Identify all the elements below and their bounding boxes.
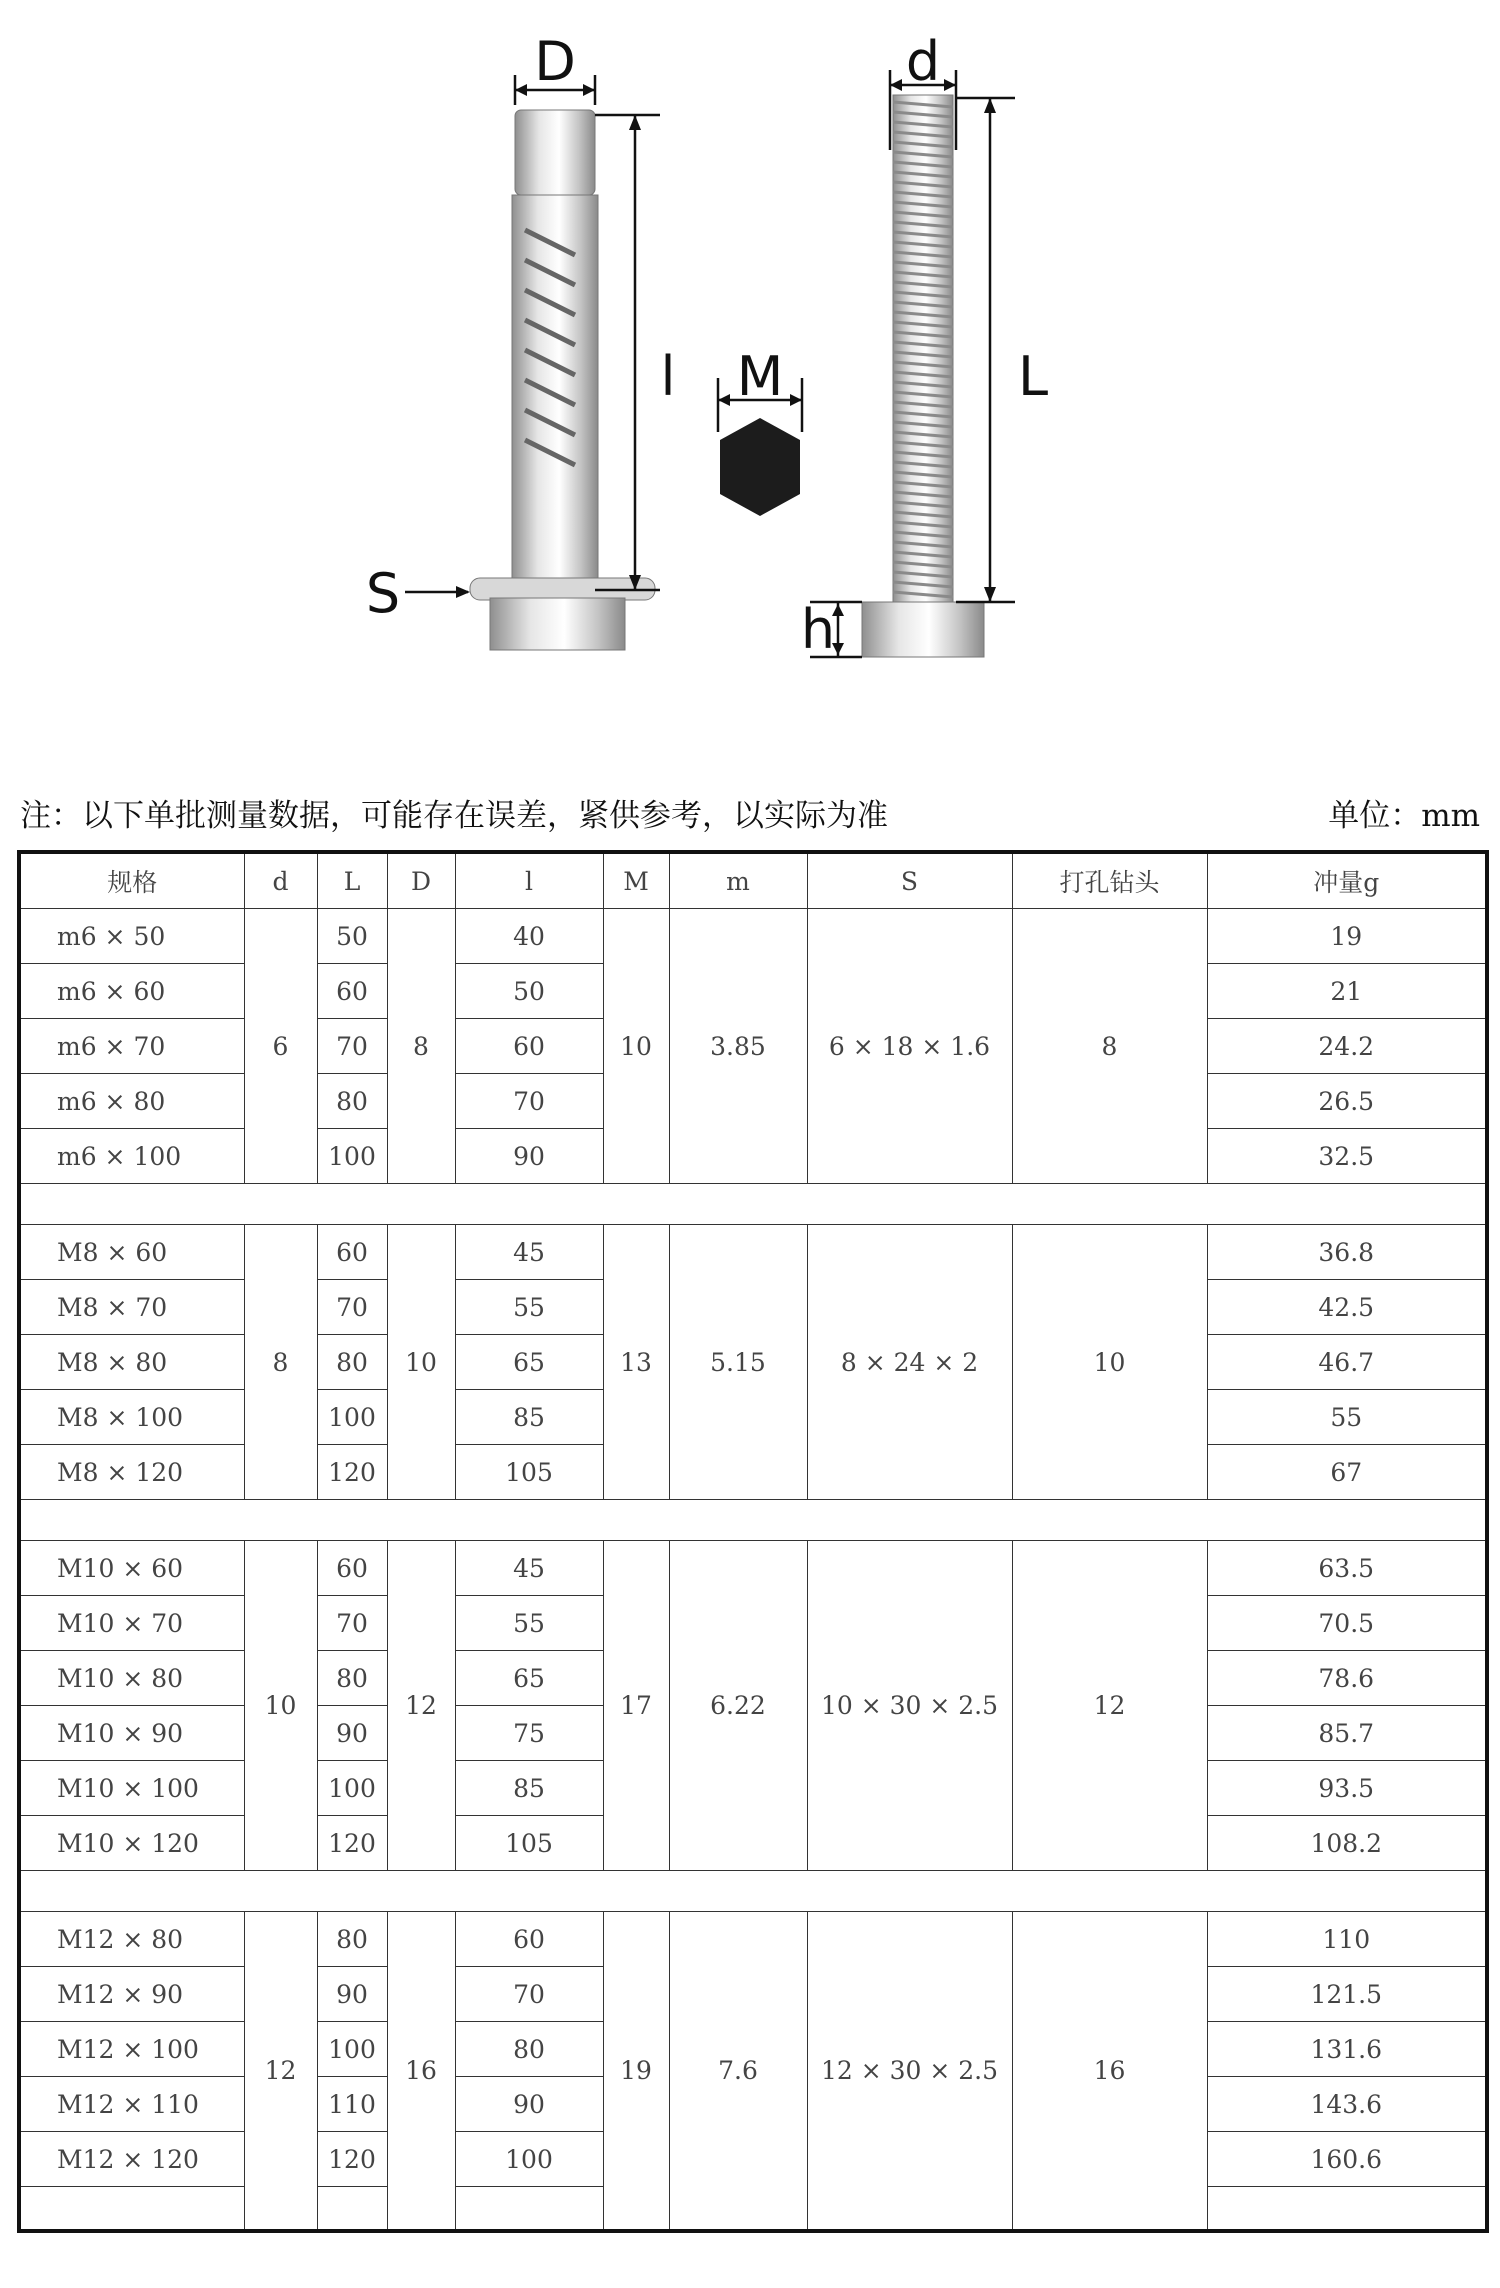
empty-cell	[1207, 2187, 1487, 2232]
l-cell: 45	[455, 1541, 603, 1596]
header-M: M	[603, 852, 669, 909]
table-row	[19, 1541, 1487, 1596]
L-cell: 80	[317, 1651, 387, 1706]
dim-label-d: d	[905, 30, 941, 93]
dim-label-M: M	[736, 345, 784, 408]
table-row	[19, 1225, 1487, 1280]
spec-cell: m6 × 60	[19, 964, 244, 1019]
dim-label-h: h	[800, 598, 836, 661]
d-cell: 6	[244, 909, 317, 1184]
m-cell: 5.15	[669, 1225, 807, 1500]
header-m: m	[669, 852, 807, 909]
l-cell: 65	[455, 1651, 603, 1706]
spec-cell: M8 × 70	[19, 1280, 244, 1335]
weight-cell: 121.5	[1207, 1967, 1487, 2022]
M-cell: 17	[603, 1541, 669, 1871]
S-cell: 6 × 18 × 1.6	[807, 909, 1012, 1184]
anchor-bolt-diagram	[0, 0, 1500, 760]
drill-cell: 8	[1012, 909, 1207, 1184]
weight-cell: 78.6	[1207, 1651, 1487, 1706]
L-cell: 70	[317, 1280, 387, 1335]
spec-cell: m6 × 50	[19, 909, 244, 964]
dim-label-l: l	[660, 345, 676, 408]
spec-cell: M10 × 90	[19, 1706, 244, 1761]
group-separator-row	[19, 1871, 1487, 1912]
l-cell: 85	[455, 1761, 603, 1816]
header-l: l	[455, 852, 603, 909]
table-row	[19, 1912, 1487, 1967]
spec-cell: M12 × 90	[19, 1967, 244, 2022]
header-D: D	[387, 852, 455, 909]
l-cell: 60	[455, 1019, 603, 1074]
L-cell: 80	[317, 1912, 387, 1967]
M-cell: 10	[603, 909, 669, 1184]
weight-cell: 108.2	[1207, 1816, 1487, 1871]
weight-cell: 70.5	[1207, 1596, 1487, 1651]
L-cell: 100	[317, 2022, 387, 2077]
dim-label-L: L	[1017, 345, 1049, 408]
group-separator-row	[19, 1500, 1487, 1541]
spec-cell: M12 × 100	[19, 2022, 244, 2077]
l-cell: 40	[455, 909, 603, 964]
separator-cell	[19, 1871, 1487, 1912]
spec-cell: M8 × 120	[19, 1445, 244, 1500]
dim-label-S: S	[365, 562, 401, 625]
separator-cell	[19, 1184, 1487, 1225]
weight-cell: 110	[1207, 1912, 1487, 1967]
weight-cell: 46.7	[1207, 1335, 1487, 1390]
S-cell: 8 × 24 × 2	[807, 1225, 1012, 1500]
spec-cell: M10 × 80	[19, 1651, 244, 1706]
m-cell: 7.6	[669, 1912, 807, 2232]
weight-cell: 42.5	[1207, 1280, 1487, 1335]
l-cell: 65	[455, 1335, 603, 1390]
d-cell: 8	[244, 1225, 317, 1500]
L-cell: 70	[317, 1019, 387, 1074]
measurement-note: 注：以下单批测量数据，可能存在误差，紧供参考，以实际为准	[20, 798, 888, 834]
l-cell: 60	[455, 1912, 603, 1967]
spec-cell: M10 × 100	[19, 1761, 244, 1816]
spec-cell: M12 × 120	[19, 2132, 244, 2187]
l-cell: 70	[455, 1074, 603, 1129]
drill-cell: 10	[1012, 1225, 1207, 1500]
l-cell: 55	[455, 1596, 603, 1651]
empty-cell	[19, 2187, 244, 2232]
spec-cell: m6 × 80	[19, 1074, 244, 1129]
table-header-row	[19, 852, 1487, 909]
m-cell: 3.85	[669, 909, 807, 1184]
L-cell: 60	[317, 964, 387, 1019]
L-cell: 70	[317, 1596, 387, 1651]
sleeve-anchor-image	[470, 110, 655, 650]
weight-cell: 32.5	[1207, 1129, 1487, 1184]
weight-cell: 21	[1207, 964, 1487, 1019]
l-cell: 45	[455, 1225, 603, 1280]
weight-cell: 63.5	[1207, 1541, 1487, 1596]
weight-cell: 24.2	[1207, 1019, 1487, 1074]
weight-cell: 85.7	[1207, 1706, 1487, 1761]
L-cell: 100	[317, 1390, 387, 1445]
note-row	[20, 790, 1480, 840]
weight-cell: 160.6	[1207, 2132, 1487, 2187]
drill-cell: 12	[1012, 1541, 1207, 1871]
table-row	[19, 909, 1487, 964]
D-cell: 8	[387, 909, 455, 1184]
L-cell: 120	[317, 1445, 387, 1500]
dim-label-D: D	[534, 30, 576, 93]
S-cell: 12 × 30 × 2.5	[807, 1912, 1012, 2232]
M-cell: 19	[603, 1912, 669, 2232]
header-L: L	[317, 852, 387, 909]
L-cell: 100	[317, 1129, 387, 1184]
L-cell: 80	[317, 1335, 387, 1390]
l-cell: 90	[455, 2077, 603, 2132]
weight-cell: 67	[1207, 1445, 1487, 1500]
header-spec: 规格	[19, 852, 244, 909]
spec-cell: M12 × 80	[19, 1912, 244, 1967]
hex-bolt-image	[862, 95, 984, 657]
l-cell: 75	[455, 1706, 603, 1761]
separator-cell	[19, 1500, 1487, 1541]
l-cell: 90	[455, 1129, 603, 1184]
L-cell: 110	[317, 2077, 387, 2132]
L-cell: 60	[317, 1541, 387, 1596]
spec-cell: M8 × 100	[19, 1390, 244, 1445]
unit-label: 单位：mm	[1328, 798, 1480, 834]
header-d: d	[244, 852, 317, 909]
L-cell: 80	[317, 1074, 387, 1129]
L-cell: 60	[317, 1225, 387, 1280]
L-cell: 90	[317, 1706, 387, 1761]
spec-cell: M10 × 60	[19, 1541, 244, 1596]
l-cell: 100	[455, 2132, 603, 2187]
spec-cell: M8 × 80	[19, 1335, 244, 1390]
spec-cell: m6 × 100	[19, 1129, 244, 1184]
D-cell: 10	[387, 1225, 455, 1500]
l-cell: 105	[455, 1445, 603, 1500]
weight-cell: 143.6	[1207, 2077, 1487, 2132]
d-cell: 12	[244, 1912, 317, 2232]
weight-cell: 55	[1207, 1390, 1487, 1445]
m-cell: 6.22	[669, 1541, 807, 1871]
spec-cell: m6 × 70	[19, 1019, 244, 1074]
header-S: S	[807, 852, 1012, 909]
weight-cell: 26.5	[1207, 1074, 1487, 1129]
weight-cell: 19	[1207, 909, 1487, 964]
l-cell: 85	[455, 1390, 603, 1445]
L-cell: 120	[317, 1816, 387, 1871]
l-cell: 50	[455, 964, 603, 1019]
hex-nut-icon	[720, 418, 800, 516]
L-cell: 120	[317, 2132, 387, 2187]
group-separator-row	[19, 1184, 1487, 1225]
D-cell: 16	[387, 1912, 455, 2232]
l-cell: 105	[455, 1816, 603, 1871]
spec-cell: M8 × 60	[19, 1225, 244, 1280]
L-cell: 50	[317, 909, 387, 964]
header-drill: 打孔钻头	[1012, 852, 1207, 909]
L-cell: 90	[317, 1967, 387, 2022]
empty-cell	[455, 2187, 603, 2232]
L-cell: 100	[317, 1761, 387, 1816]
spec-cell: M10 × 120	[19, 1816, 244, 1871]
d-cell: 10	[244, 1541, 317, 1871]
l-cell: 55	[455, 1280, 603, 1335]
empty-cell	[317, 2187, 387, 2232]
spec-cell: M10 × 70	[19, 1596, 244, 1651]
drill-cell: 16	[1012, 1912, 1207, 2232]
S-cell: 10 × 30 × 2.5	[807, 1541, 1012, 1871]
l-cell: 70	[455, 1967, 603, 2022]
weight-cell: 131.6	[1207, 2022, 1487, 2077]
spec-cell: M12 × 110	[19, 2077, 244, 2132]
weight-cell: 93.5	[1207, 1761, 1487, 1816]
spec-table	[17, 850, 1489, 2233]
M-cell: 13	[603, 1225, 669, 1500]
header-g: 冲量g	[1207, 852, 1487, 909]
D-cell: 12	[387, 1541, 455, 1871]
l-cell: 80	[455, 2022, 603, 2077]
weight-cell: 36.8	[1207, 1225, 1487, 1280]
